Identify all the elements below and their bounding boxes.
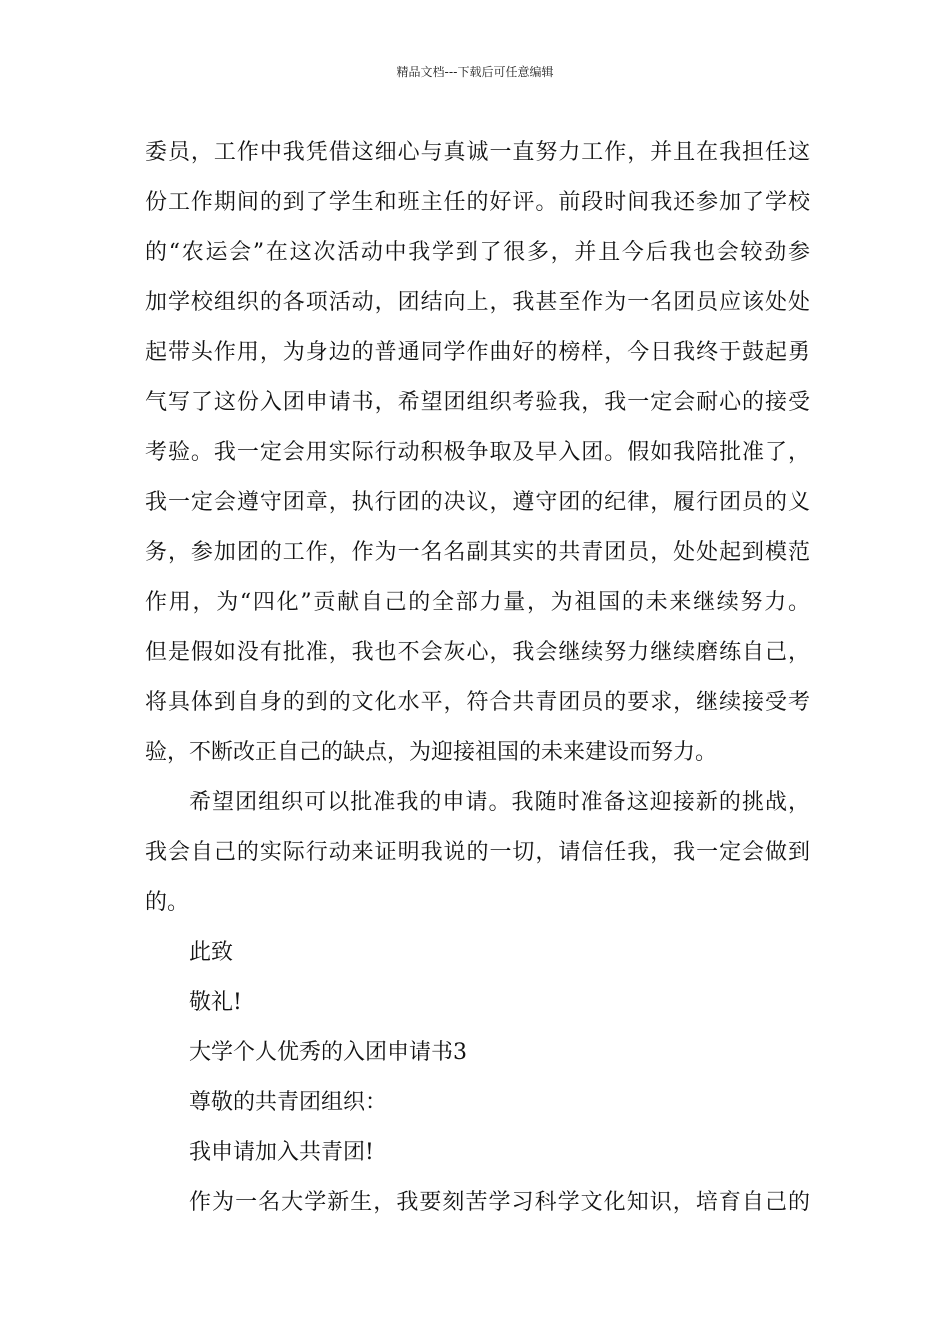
text-line: 我会自己的实际行动来证明我说的一切，请信任我，我一定会做到 <box>145 840 810 865</box>
closing-salutation: 此致 <box>189 940 234 965</box>
text-line: 加学校组织的各项活动，团结向上，我甚至作为一名团员应该处处 <box>145 290 810 315</box>
text-line: 务，参加团的工作，作为一名名副其实的共青团员，处处起到模范 <box>145 540 810 565</box>
text-line: 作用，为“四化”贡献自己的全部力量，为祖国的未来继续努力。 <box>145 590 810 615</box>
section-title: 大学个人优秀的入团申请书3 <box>189 1040 467 1065</box>
application-statement: 我申请加入共青团! <box>189 1140 374 1165</box>
text-line: 验，不断改正自己的缺点，为迎接祖国的未来建设而努力。 <box>145 740 718 765</box>
text-line: 将具体到自身的到的文化水平，符合共青团员的要求，继续接受考 <box>145 690 810 715</box>
paragraph-start-line: 作为一名大学新生，我要刻苦学习科学文化知识，培育自己的 <box>189 1190 810 1215</box>
text-line: 气写了这份入团申请书，希望团组织考验我，我一定会耐心的接受 <box>145 390 810 415</box>
document-body <box>145 128 810 1228</box>
text-line: 的。 <box>145 890 190 915</box>
text-line: 委员，工作中我凭借这细心与真诚一直努力工作，并且在我担任这 <box>145 140 810 165</box>
text-line: 但是假如没有批准，我也不会灰心，我会继续努力继续磨练自己， <box>145 640 810 665</box>
page-header-watermark: 精品文档---下载后可任意编辑 <box>396 65 554 79</box>
text-line: 起带头作用，为身边的普通同学作曲好的榜样，今日我终于鼓起勇 <box>145 340 810 365</box>
text-line: 考验。我一定会用实际行动积极争取及早入团。假如我陪批准了， <box>145 440 810 465</box>
letter-greeting: 尊敬的共青团组织： <box>189 1090 388 1115</box>
text-line: 份工作期间的到了学生和班主任的好评。前段时间我还参加了学校 <box>145 190 810 215</box>
closing-regards: 敬礼! <box>189 990 242 1015</box>
text-line: 的“农运会”在这次活动中我学到了很多，并且今后我也会较劲参 <box>145 240 810 265</box>
text-line: 我一定会遵守团章，执行团的决议，遵守团的纪律，履行团员的义 <box>145 490 810 515</box>
paragraph-start-line: 希望团组织可以批准我的申请。我随时准备这迎接新的挑战， <box>189 790 810 815</box>
